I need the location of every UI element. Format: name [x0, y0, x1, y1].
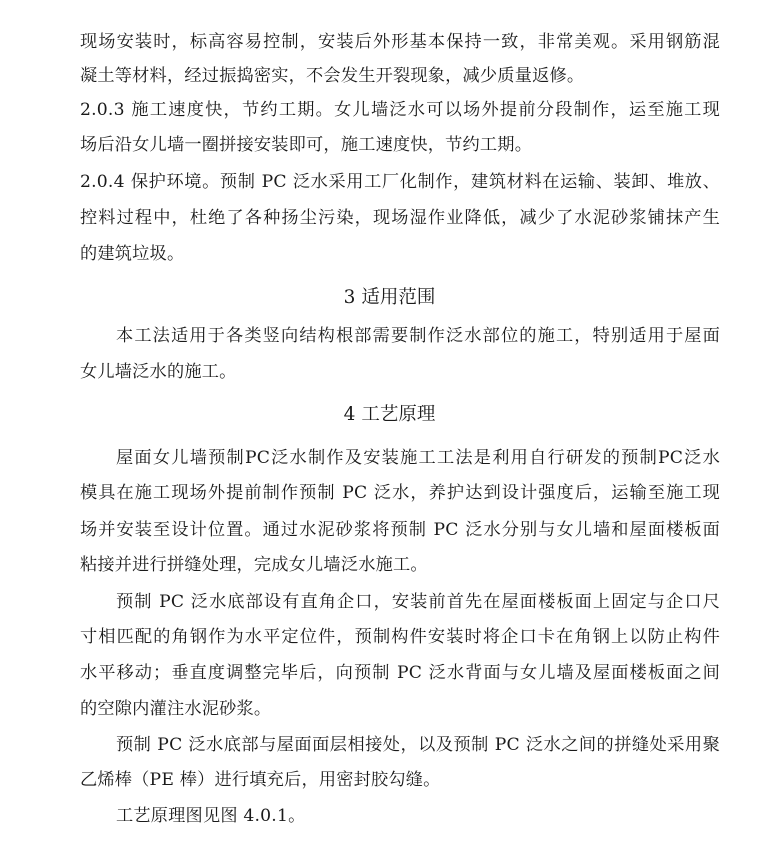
section-4-paragraph-line: 乙烯棒（PE 棒）进行填充后，用密封胶勾缝。 [80, 770, 441, 790]
section-3-paragraph-line: 本工法适用于各类竖向结构根部需要制作泛水部位的施工，特别适用于屋面 [116, 326, 720, 346]
section-4-paragraph-line: 粘接并进行拼缝处理，完成女儿墙泛水施工。 [80, 555, 428, 575]
section-4-paragraph-line: 预制 PC 泛水底部与屋面面层相接处，以及预制 PC 泛水之间的拼缝处采用聚 [116, 735, 720, 755]
body-text-line: 现场安装时，标高容易控制，安装后外形基本保持一致，非常美观。采用钢筋混 [80, 32, 720, 52]
section-4-paragraph-line: 屋面女儿墙预制PC泛水制作及安装施工工法是利用自行研发的预制PC泛水 [116, 448, 720, 468]
clause-2-0-4-line: 的建筑垃圾。 [80, 244, 185, 264]
figure-reference-line: 工艺原理图见图 4.0.1。 [116, 806, 306, 826]
section-3-heading: 3 适用范围 [343, 287, 436, 308]
clause-2-0-4-line: 2.0.4 保护环境。预制 PC 泛水采用工厂化制作，建筑材料在运输、装卸、堆放、 [80, 172, 720, 192]
section-4-paragraph-line: 的空隙内灌注水泥砂浆。 [80, 699, 272, 719]
section-4-paragraph-line: 水平移动；垂直度调整完毕后，向预制 PC 泛水背面与女儿墙及屋面楼板面之间 [80, 663, 720, 683]
clause-2-0-3-line: 场后沿女儿墙一圈拼接安装即可，施工速度快，节约工期。 [80, 135, 533, 155]
section-4-paragraph-line: 场并安装至设计位置。通过水泥砂浆将预制 PC 泛水分别与女儿墙和屋面楼板面 [80, 520, 720, 540]
section-4-heading: 4 工艺原理 [343, 404, 436, 425]
clause-2-0-4-line: 控料过程中，杜绝了各种扬尘污染，现场湿作业降低，减少了水泥砂浆铺抹产生 [80, 208, 720, 228]
body-text-line: 凝土等材料，经过振捣密实，不会发生开裂现象，减少质量返修。 [80, 66, 585, 86]
section-4-paragraph-line: 模具在施工现场外提前制作预制 PC 泛水，养护达到设计强度后，运输至施工现 [80, 483, 720, 503]
section-4-paragraph-line: 预制 PC 泛水底部设有直角企口，安装前首先在屋面楼板面上固定与企口尺 [116, 592, 720, 612]
section-4-paragraph-line: 寸相匹配的角钢作为水平定位件，预制构件安装时将企口卡在角钢上以防止构件 [80, 627, 720, 647]
clause-2-0-3-line: 2.0.3 施工速度快，节约工期。女儿墙泛水可以场外提前分段制作，运至施工现 [80, 100, 720, 120]
section-3-paragraph-line: 女儿墙泛水的施工。 [80, 362, 237, 382]
